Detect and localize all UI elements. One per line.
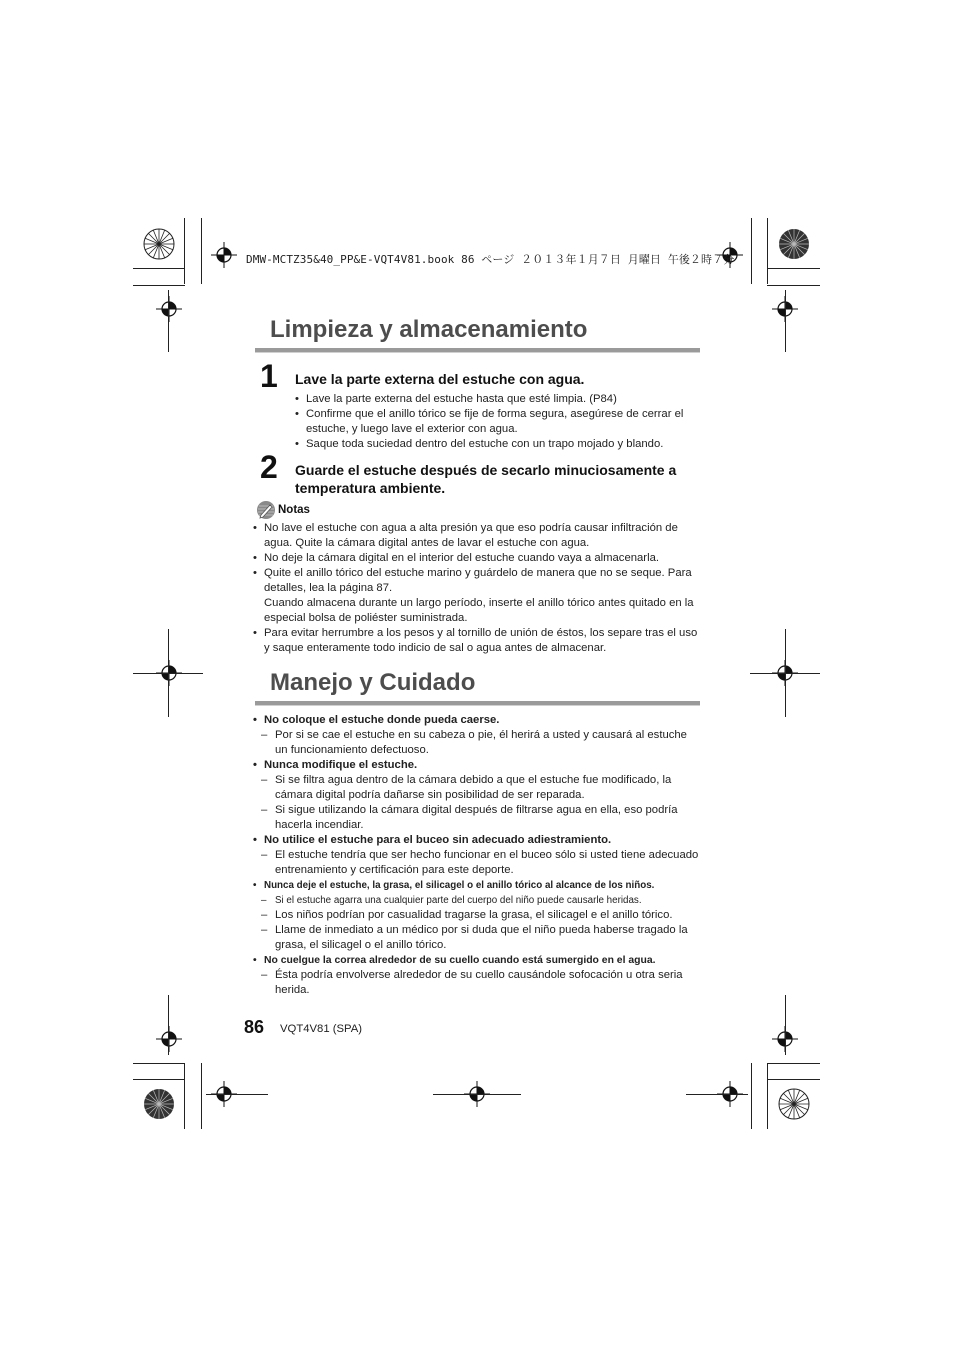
page-number: 86 [244, 1017, 265, 1037]
step-1-bullets [295, 392, 700, 452]
care-heading: • Nunca modifique el estuche. [253, 758, 700, 773]
section-title-limpieza: Limpieza y almacenamiento [270, 316, 588, 343]
care-detail: – Si el estuche agarra una cualquier parte del cuerpo del niño puede causarle heridas. [253, 893, 700, 908]
care-detail: – Ésta podría envolverse alrededor de su cuello causándole sofocación u otra seria herida. [253, 968, 700, 998]
care-heading: • No coloque el estuche donde pueda caerse. [253, 713, 700, 728]
starburst-icon [143, 1088, 175, 1120]
list-item: • Confirme que el anillo tórico se fije de forma segura, asegúrese de cerrar el estuche, y luego lave el exterior con agua. [295, 407, 700, 437]
registration-mark-icon [211, 242, 237, 268]
care-heading: • No utilice el estuche para el buceo sin adecuado adiestramiento. [253, 833, 700, 848]
list-item: • Saque toda suciedad dentro del estuche con un trapo mojado y blando. [295, 437, 700, 452]
care-heading: • No cuelgue la correa alrededor de su cuello cuando está sumergido en el agua. [253, 953, 700, 968]
starburst-icon [778, 1088, 810, 1120]
notes-list [253, 521, 700, 656]
list-item: • No deje la cámara digital en el interior del estuche cuando vaya a almacenarla. [253, 551, 700, 566]
list-item: • Quite el anillo tórico del estuche marino y guárdelo de manera que no se seque. Para detalles, lea la página 87. [253, 566, 700, 596]
step-1-text: Lave la parte externa del estuche con agua. [295, 371, 585, 387]
list-item: • Lave la parte externa del estuche hasta que esté limpia. (P84) [295, 392, 700, 407]
step-1-number: 1 [260, 358, 278, 394]
starburst-icon [778, 228, 810, 260]
notes-label: Notas [278, 504, 310, 516]
document-code: VQT4V81 (SPA) [280, 1023, 363, 1035]
care-list [253, 713, 700, 998]
list-item: • No lave el estuche con agua a alta presión ya que eso podría causar infiltración de agua. Quite la cámara digital antes de lavar el estuche con agua. [253, 521, 700, 551]
care-heading: • Nunca deje el estuche, la grasa, el silicagel o el anillo tórico al alcance de los niños. [253, 878, 700, 893]
care-detail: – El estuche tendría que ser hecho funcionar en el buceo sólo si usted tiene adecuado entrenamiento y certificación para este deporte. [253, 848, 700, 878]
notes-heading [256, 500, 310, 520]
print-file-header: DMW-MCTZ35&40_PP&E-VQT4V81.book 86 ページ ２０１３年１月７日 月曜日 午後２時７分 [246, 253, 735, 266]
list-item-continuation: Cuando almacena durante un largo período, inserte el anillo tórico antes quitado en la especial bolsa de poliéster suministrada. [264, 597, 694, 624]
section-title-manejo: Manejo y Cuidado [270, 669, 476, 696]
registration-mark-icon [156, 1026, 182, 1052]
section-rule [255, 701, 700, 706]
notes-pencil-icon [256, 500, 276, 520]
care-detail: – Si se filtra agua dentro de la cámara debido a que el estuche fue modificado, la cámara digital podría dañarse sin posibilidad de ser reparada. [253, 773, 700, 803]
care-detail: – Los niños podrían por casualidad tragarse la grasa, el silicagel e el anillo tórico. [253, 908, 700, 923]
section-rule [255, 348, 700, 353]
registration-mark-icon [156, 296, 182, 322]
care-detail: – Llame de inmediato a un médico por si duda que el niño pueda haberse tragado la grasa, el silicagel o el anillo tórico. [253, 923, 700, 953]
care-detail: – Por si se cae el estuche en su cabeza o pie, él herirá a usted y causará al estuche un funcionamiento defectuoso. [253, 728, 700, 758]
care-detail: – Si sigue utilizando la cámara digital después de filtrarse agua en ella, eso podría hacerla incendiar. [253, 803, 700, 833]
list-item: • Para evitar herrumbre a los pesos y al tornillo de unión de éstos, los separe tras el uso y saque enteramente todo indicio de sal o agua antes de almacenar. [253, 626, 700, 656]
step-2-number: 2 [260, 449, 278, 485]
step-2-text: Guarde el estuche después de secarlo minuciosamente a temperatura ambiente. [295, 462, 677, 496]
starburst-icon [143, 228, 175, 260]
